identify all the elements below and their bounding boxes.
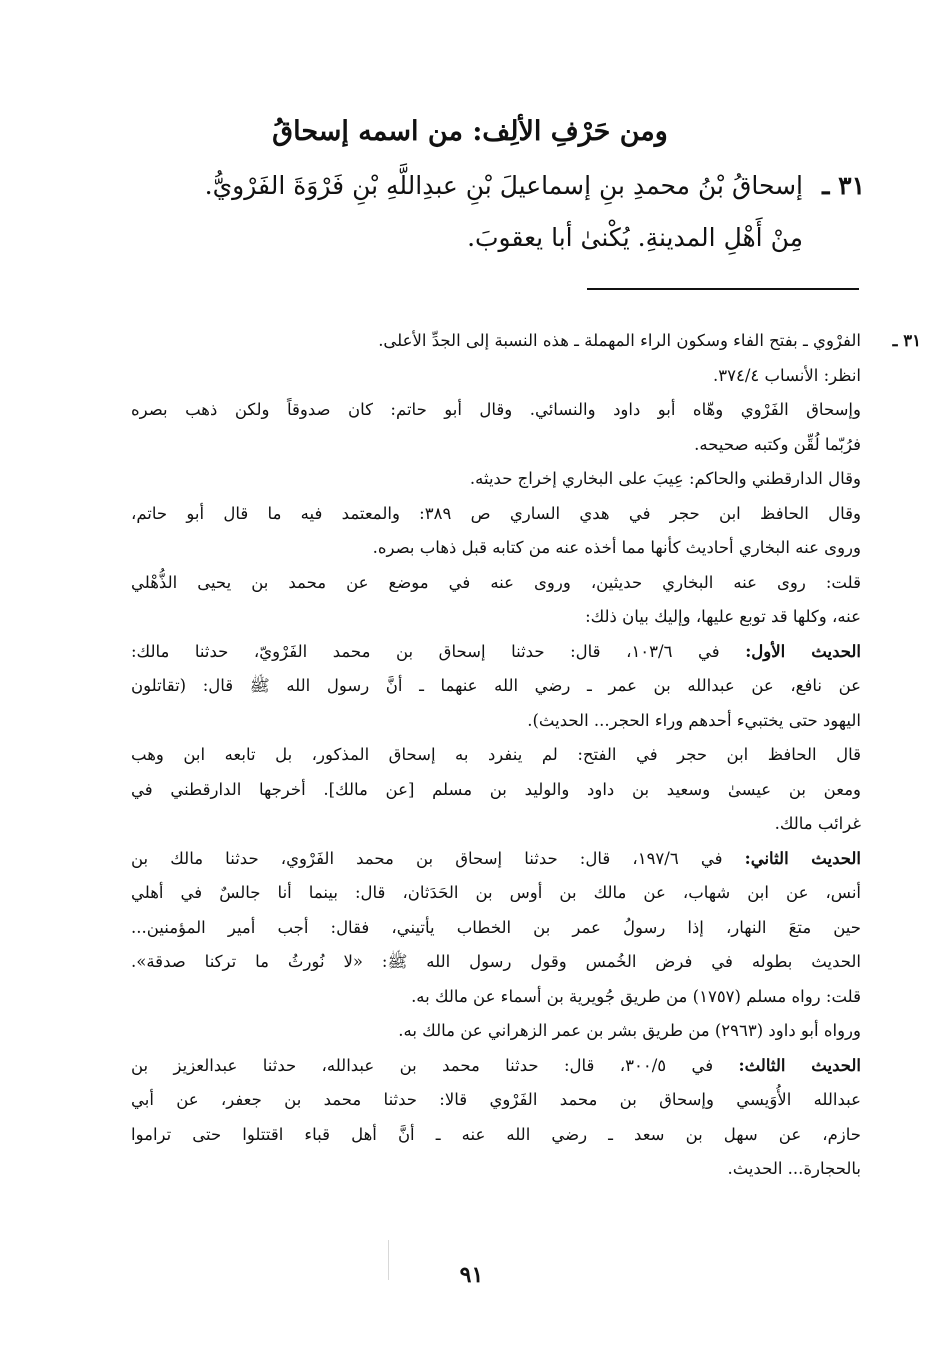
note-line: غرائب مالك.	[774, 814, 861, 833]
note-line: الحديث الثالث: في ٣٠٠/٥، قال: حدثنا محمد بن عبدالله، حدثنا عبدالعزيز بن	[131, 1055, 862, 1075]
note-line: عن نافع، عن عبدالله بن عمر ـ رضي الله عنهما ـ أنَّ رسول الله ﷺ قال: (تقاتلون	[131, 676, 861, 695]
note-line: قال الحافظ ابن حجر في الفتح: لم ينفرد به إسحاق المذكور، بل تابعه ابن وهب	[131, 745, 861, 764]
note-line: الحديث الثاني: في ١٩٧/٦، قال: حدثنا إسحاق بن محمد الفَرْوي، حدثنا مالك بن	[131, 848, 861, 868]
note-line: فرُبّما لُقِّن وكتبه صحيحه.	[694, 434, 861, 454]
note-line: ومعن بن عيسىٰ وسعيد بن داود والوليد بن مسلم [عن مالك]. أخرجها الدارقطني في	[131, 779, 861, 799]
footnotes	[131, 324, 921, 1187]
note-line: اليهود حتى يختبيء أحدهم وراء الحجر... الحديث).	[527, 710, 861, 730]
note-line: الحديث الأول: في ١٠٣/٦، قال: حدثنا إسحاق بن محمد الفَرْويّ، حدثنا مالك:	[131, 641, 861, 661]
note-line: حازم، عن سهل بن سعد ـ رضي الله عنه ـ أنَّ أهل قباء اقتتلوا حتى تراموا	[131, 1124, 861, 1144]
note-line: قلت: رواه مسلم (١٧٥٧) من طريق جُويرية بن أسماء عن مالك به.	[411, 986, 861, 1006]
note-line: ورواه أبو داود (٢٩٦٣) من طريق بشر بن عمر الزهراني عن مالك به.	[398, 1021, 861, 1040]
note-line: وقال الحافظ ابن حجر في هدي الساري ص ٣٨٩: والمعتمد فيه ما قال أبو حاتم،	[131, 503, 862, 523]
entry-text-2: مِنْ أَهْلِ المدينةِ. يُكْنىٰ أبا يعقوبَ.	[467, 223, 803, 252]
note-line: وقال الدارقطني والحاكم: عِيبَ على البخاري إخراج حديثه.	[469, 469, 861, 488]
hadith-label-third: الحديث الثالث:	[738, 1055, 862, 1075]
page-number: ٩١	[459, 1262, 484, 1288]
note-line: عبدالله الأُوَيسي وإسحاق بن محمد الفَرْوي قالا: حدثنا محمد بن جعفر، عن أبي	[131, 1090, 861, 1109]
entry-text-1: إسحاقُ بْنُ محمدِ بنِ إسماعيلَ بْنِ عبدِاللَّهِ بْنِ فَرْوَةَ الفَرْويُّ.	[204, 171, 803, 200]
hadith-label-second: الحديث الثاني:	[744, 848, 861, 868]
note-line: بالحجارة... الحديث.	[727, 1159, 861, 1178]
note-line: الحديث بطوله في فرض الخُمس وقول رسول الله ﷺ: «لا نُورثُ ما تركنا صدقة».	[131, 952, 861, 971]
footnote-divider	[587, 288, 859, 290]
note-line: ٣١ ـ الفرْوي ـ بفتح الفاء وسكون الراء المهملة ـ هذه النسبة إلى الجدِّ الأعلى.	[131, 324, 861, 359]
main-entry	[105, 160, 865, 264]
entry-line-1	[105, 160, 865, 212]
note-line: حين متعَ النهار، إذا رسولُ عمر بن الخطاب يأتيني، فقال: أجب أمير المؤمنين...	[131, 917, 861, 937]
note-line: عنه، وكلها قد توبع عليها، وإليك بيان ذلك:	[585, 607, 861, 626]
note-line: وروى عنه البخاري أحاديث كأنها مما أخذه عنه من كتابه قبل ذهاب بصره.	[372, 538, 861, 557]
note-line: انظر: الأنساب ٣٧٤/٤.	[713, 365, 861, 385]
note-number: ٣١ ـ	[892, 331, 921, 350]
entry-number: ٣١ ـ	[822, 171, 865, 200]
note-line: وإسحاق الفَرْوي وهّاه أبو داود والنسائي. وقال أبو حاتم: كان صدوقاً ولكن ذهب بصره	[131, 400, 861, 419]
hadith-label-first: الحديث الأول:	[745, 641, 861, 661]
note-line: قلت: روى عنه البخاري حديثين، وروى عنه في موضع عن محمد بن يحيى الذُّهْلي	[131, 572, 861, 592]
entry-line-2	[105, 212, 865, 264]
section-heading: ومن حَرْفِ الألِف: من اسمه إسحاقُ	[272, 116, 668, 147]
note-line: أنس، عن ابن شهاب، عن مالك بن أوس بن الحَدَثان، قال: بينما أنا جالسٌ في أهلي	[131, 883, 861, 902]
